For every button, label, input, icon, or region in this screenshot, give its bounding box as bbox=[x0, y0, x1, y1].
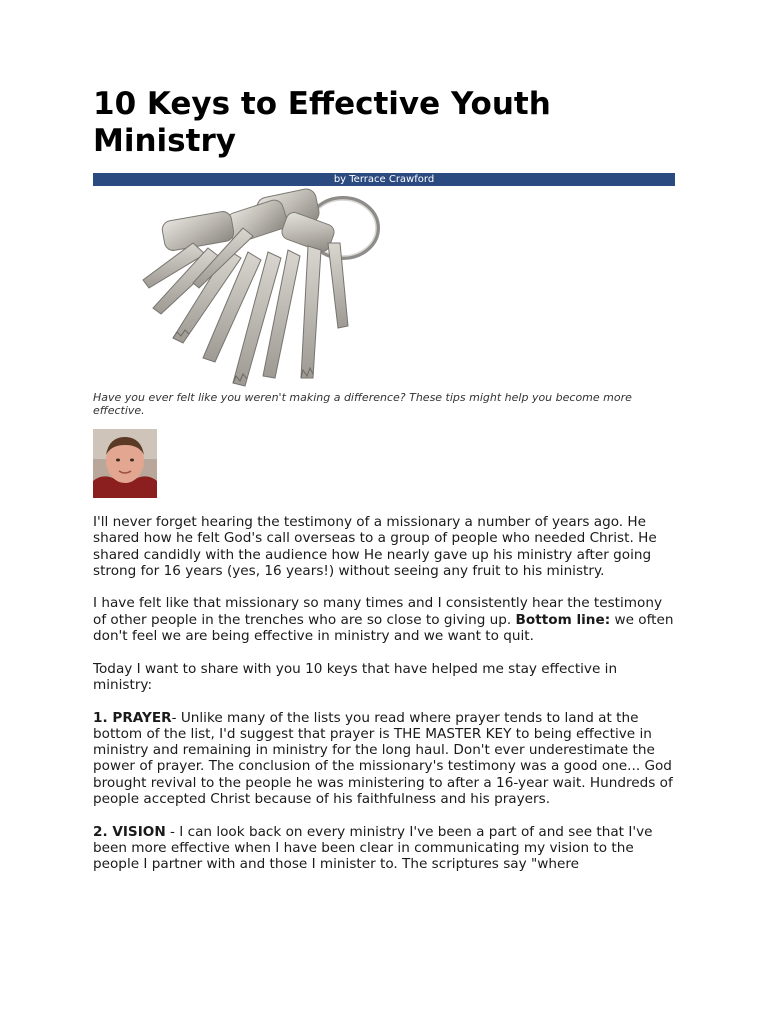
paragraph-lead: Bottom line: bbox=[515, 611, 611, 628]
paragraph-lead: 1. PRAYER bbox=[93, 709, 172, 726]
keys-image bbox=[133, 188, 433, 393]
paragraph bbox=[93, 710, 675, 808]
image-caption: Have you ever felt like you weren't making a difference? These tips might help you become more effective. bbox=[93, 391, 632, 417]
paragraph-text: - Unlike many of the lists you read where prayer tends to land at the bottom of the list, I'd suggest that prayer is THE MASTER KEY to being effective in ministry and remaining in ministry for the long haul. Don't ever underestimate the power of prayer. The conclusion of the missionary's testimony was a good one... God brought revival to the people he was ministering to after a 16-year wait. Hundreds of people accepted Christ because of his faithfulness and his prayers. bbox=[93, 709, 673, 808]
paragraph-text: we often don't feel we are being effective in ministry and we want to quit. bbox=[93, 611, 674, 645]
byline: by Terrace Crawford bbox=[333, 174, 435, 185]
keys-icon bbox=[133, 188, 433, 393]
byline-bar bbox=[93, 173, 675, 186]
paragraph bbox=[93, 514, 675, 579]
paragraph-lead: 2. VISION bbox=[93, 823, 166, 840]
article-body bbox=[93, 514, 675, 889]
paragraph bbox=[93, 661, 675, 694]
paragraph-text: - I can look back on every ministry I've been a part of and see that I've been more effective when I have been clear in communicating my vision to the people I partner with and those I minister to. The scriptures say "where bbox=[93, 823, 653, 873]
avatar-icon bbox=[93, 429, 157, 498]
author-photo bbox=[93, 429, 157, 498]
paragraph-text: I'll never forget hearing the testimony of a missionary a number of years ago. He shared how he felt God's call overseas to a group of people who needed Christ. He shared candidly with the audience how He nearly gave up his ministry after going strong for 16 years (yes, 16 years!) without seeing any fruit to his ministry. bbox=[93, 514, 657, 579]
paragraph bbox=[93, 595, 675, 644]
paragraph bbox=[93, 824, 675, 873]
article-title: 10 Keys to Effective Youth Ministry bbox=[93, 86, 551, 159]
paragraph-text: I have felt like that missionary so many times and I consistently hear the testimony of other people in the trenches who are so close to giving up. bbox=[93, 595, 663, 628]
paragraph-text: Today I want to share with you 10 keys that have helped me stay effective in ministry: bbox=[93, 660, 618, 693]
